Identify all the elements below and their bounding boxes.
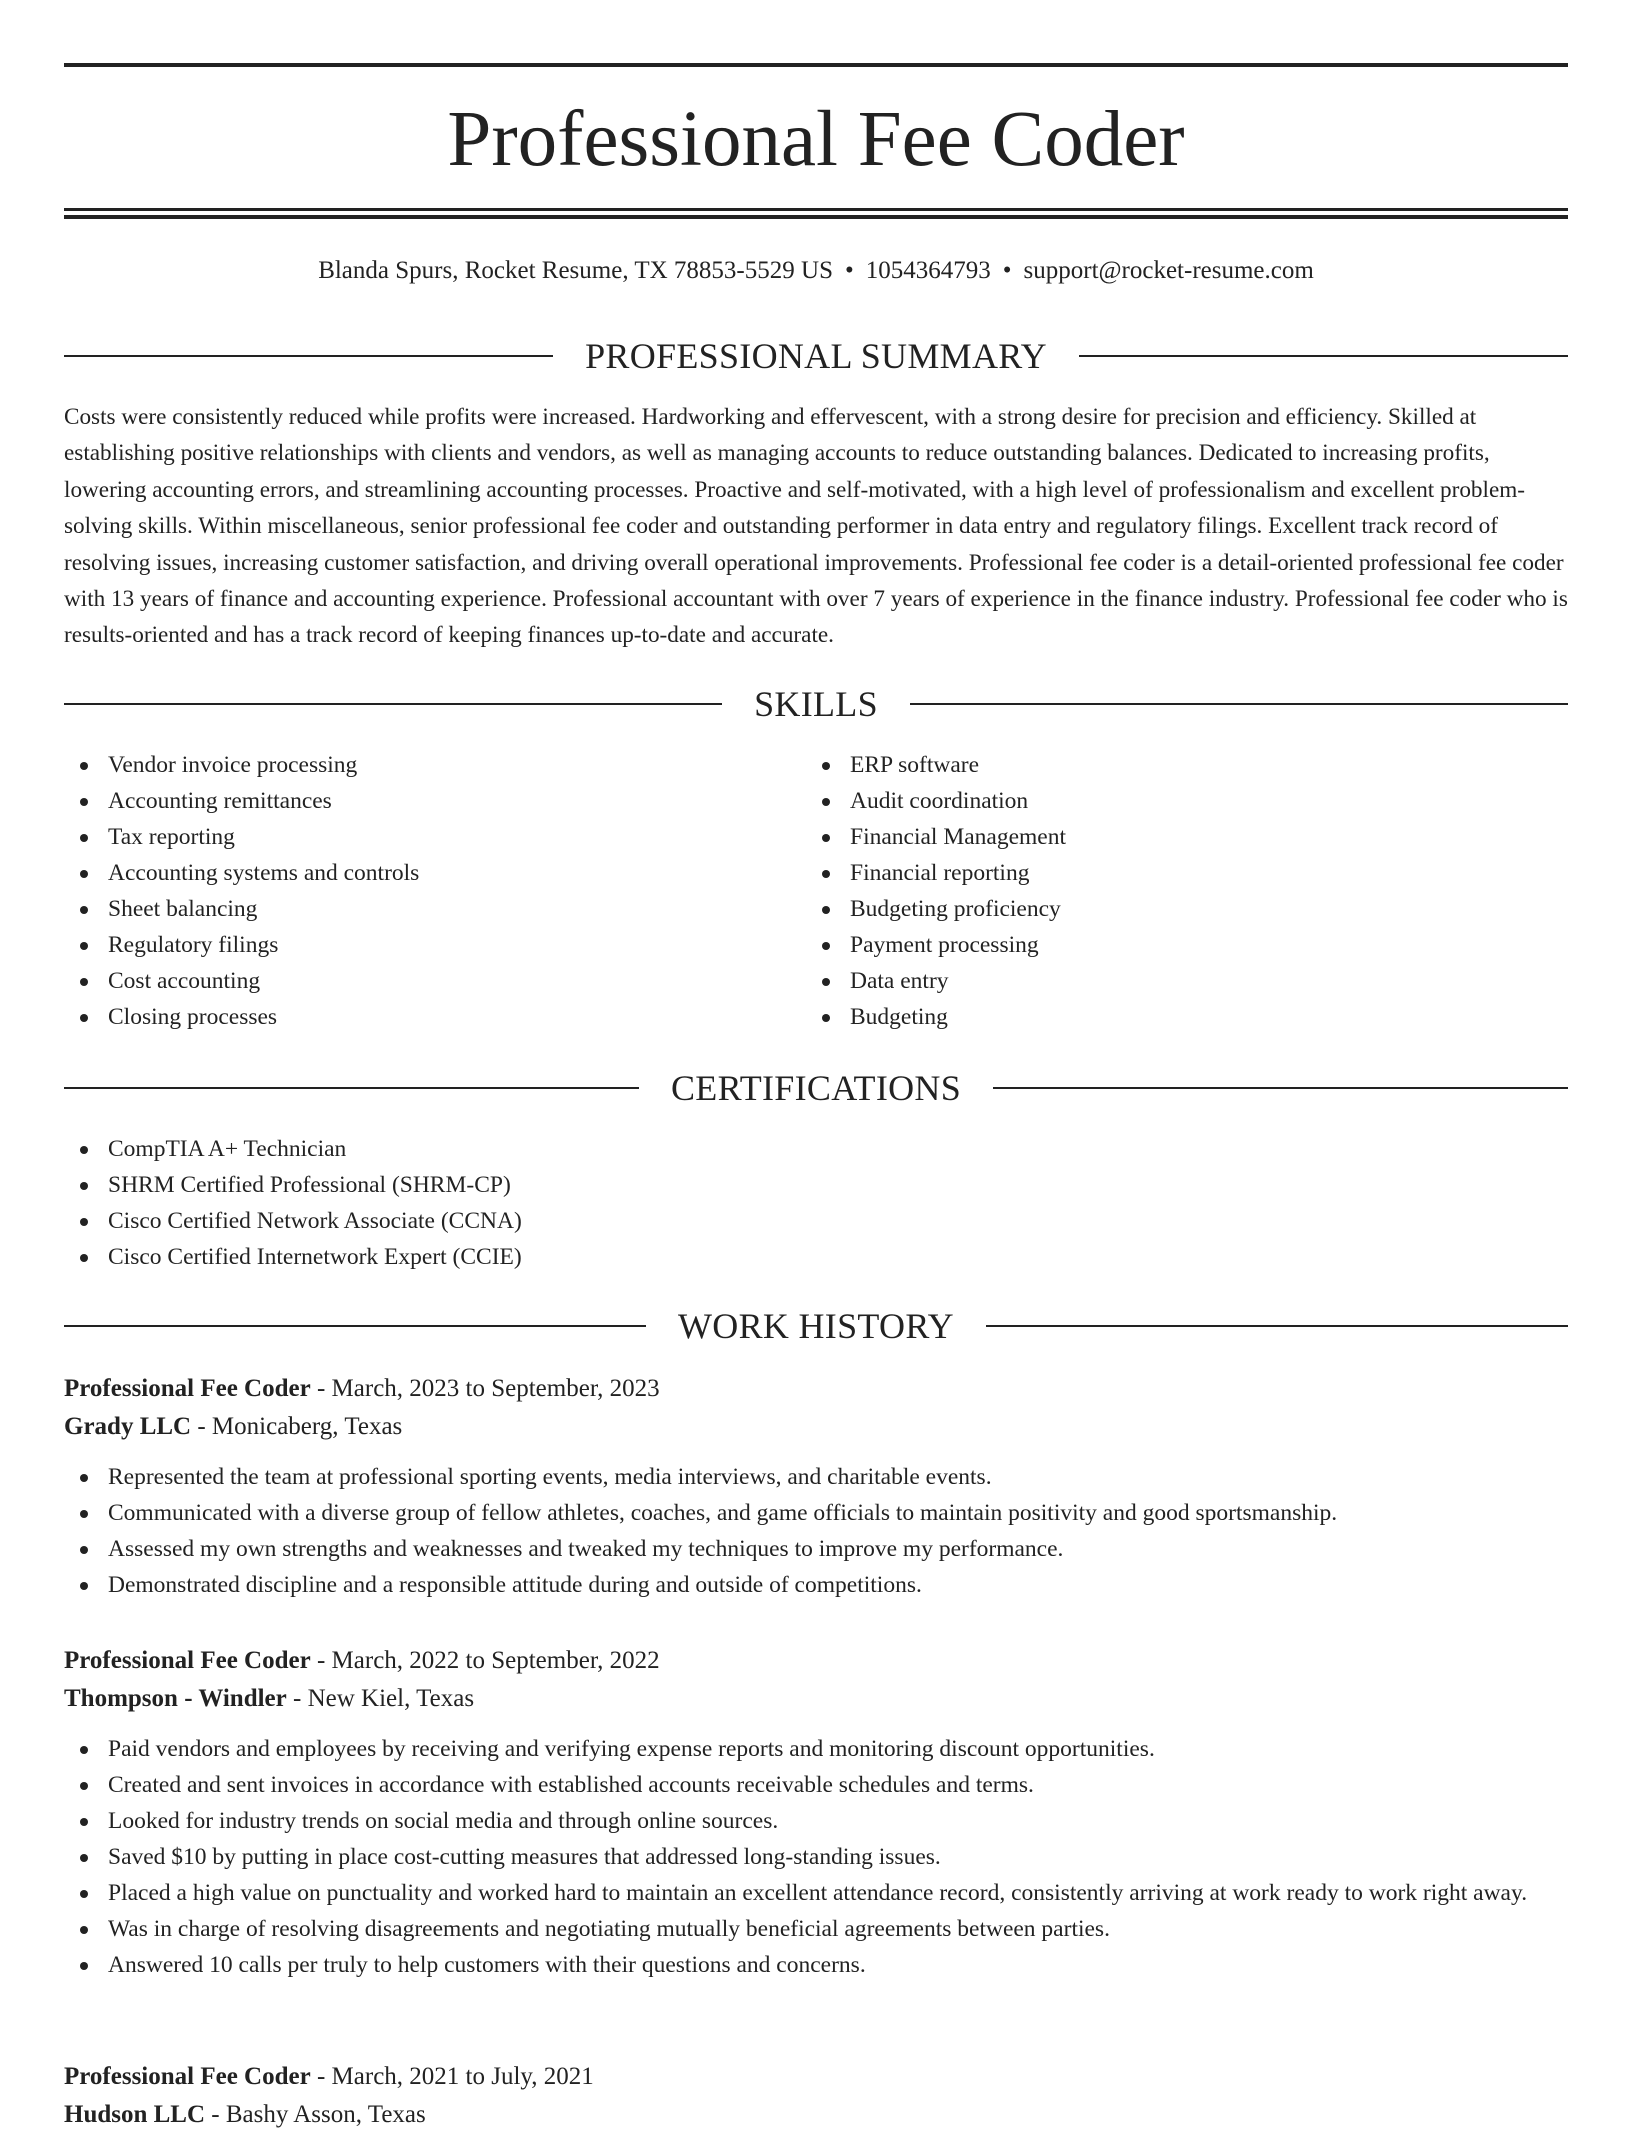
- job-company: Thompson - Windler: [64, 1685, 287, 1712]
- heading-rule: [1079, 355, 1568, 357]
- skill-item: ERP software: [806, 747, 1566, 783]
- section-title: PROFESSIONAL SUMMARY: [585, 336, 1047, 376]
- heading-rule: [993, 1087, 1568, 1089]
- section-title: CERTIFICATIONS: [670, 1068, 962, 1108]
- contact-line: [64, 255, 1568, 287]
- job-company-line: [64, 1680, 1568, 1718]
- job-bullet: Looked for industry trends on social media and through online sources.: [64, 1803, 1568, 1839]
- job-company-line: [64, 2096, 1568, 2134]
- job-bullet: Created and sent invoices in accordance with established accounts receivable schedules and terms.: [64, 1767, 1568, 1803]
- heading-rule: [64, 1325, 646, 1327]
- certification-item: CompTIA A+ Technician: [64, 1131, 1568, 1167]
- job-dates: - March, 2021 to July, 2021: [310, 2063, 594, 2090]
- job-bullet: Paid vendors and employees by receiving and verifying expense reports and monitoring discount opportunities.: [64, 1731, 1568, 1767]
- section-heading-summary: [64, 334, 1568, 378]
- heading-rule: [910, 703, 1568, 705]
- page-title: Professional Fee Coder: [447, 96, 1185, 183]
- certification-item: SHRM Certified Professional (SHRM-CP): [64, 1167, 1568, 1203]
- skill-item: Accounting systems and controls: [64, 855, 804, 891]
- job-dates: - March, 2023 to September, 2023: [310, 1375, 660, 1402]
- skill-item: Tax reporting: [64, 819, 804, 855]
- job-bullet: Was in charge of resolving disagreements and negotiating mutually beneficial agreements between parties.: [64, 1911, 1568, 1947]
- skill-item: Financial reporting: [806, 855, 1566, 891]
- skill-item: Budgeting proficiency: [806, 891, 1566, 927]
- skill-item: Payment processing: [806, 927, 1566, 963]
- job-title: Professional Fee Coder: [64, 1375, 311, 1402]
- section-title: SKILLS: [754, 684, 878, 724]
- job-dates: - March, 2022 to September, 2022: [310, 1647, 660, 1674]
- job-bullet: Assessed my own strengths and weaknesses and tweaked my techniques to improve my performance.: [64, 1531, 1568, 1567]
- job-bullet: Saved $10 by putting in place cost-cutting measures that addressed long-standing issues.: [64, 1839, 1568, 1875]
- skill-item: Sheet balancing: [64, 891, 804, 927]
- job-company-line: [64, 1408, 1568, 1446]
- skill-item: Accounting remittances: [64, 783, 804, 819]
- skill-item: Vendor invoice processing: [64, 747, 804, 783]
- job-company: Grady LLC: [64, 1413, 192, 1440]
- skill-item: Audit coordination: [806, 783, 1566, 819]
- top-rule: [64, 63, 1568, 67]
- job-company: Hudson LLC: [64, 2101, 206, 2128]
- skill-item: Data entry: [806, 963, 1566, 999]
- summary-text: Costs were consistently reduced while profits were increased. Hardworking and effervescent, with a strong desire for precision and efficiency. Skilled at establishing positive relationships with clients and vendors, as well as managing accounts to reduce outstanding balances. Dedicated to increasing profits, lowering accounting errors, and streamlining accounting processes. Proactive and self-motivated, with a high level of professionalism and excellent problem-solving skills. Within miscellaneous, senior professional fee coder and outstanding performer in data entry and regulatory filings. Excellent track record of resolving issues, increasing customer satisfaction, and driving overall operational improvements. Professional fee coder is a detail-oriented professional fee coder with 13 years of finance and accounting experience. Professional accountant with over 7 years of experience in the finance industry. Professional fee coder who is results-oriented and has a track record of keeping finances up-to-date and accurate.: [64, 404, 1568, 649]
- certifications-list: [64, 1131, 1568, 1275]
- job-bullet: Communicated with a diverse group of fellow athletes, coaches, and game officials to maintain positivity and good sportsmanship.: [64, 1495, 1568, 1531]
- job-bullet: Represented the team at professional sporting events, media interviews, and charitable events.: [64, 1459, 1568, 1495]
- job-location: - Monicaberg, Texas: [191, 1413, 403, 1440]
- section-heading-skills: [64, 682, 1568, 726]
- job-bullet: Placed a high value on punctuality and worked hard to maintain an excellent attendance record, consistently arriving at work ready to work right away.: [64, 1875, 1568, 1911]
- skill-item: Regulatory filings: [64, 927, 804, 963]
- job-title-line: [64, 1370, 1568, 1408]
- skills-column-right: [806, 747, 1566, 1035]
- certification-item: Cisco Certified Network Associate (CCNA): [64, 1203, 1568, 1239]
- job-location: - New Kiel, Texas: [286, 1685, 475, 1712]
- contact-separator: •: [844, 257, 854, 284]
- certification-item: Cisco Certified Internetwork Expert (CCIE): [64, 1239, 1568, 1275]
- section-title: WORK HISTORY: [678, 1306, 954, 1346]
- job-title: Professional Fee Coder: [64, 1647, 311, 1674]
- section-heading-work-history: [64, 1304, 1568, 1348]
- contact-address: Blanda Spurs, Rocket Resume, TX 78853-5529 US: [318, 257, 833, 284]
- title-double-rule: [64, 208, 1568, 219]
- skill-item: Financial Management: [806, 819, 1566, 855]
- skill-item: Cost accounting: [64, 963, 804, 999]
- heading-rule: [64, 703, 722, 705]
- job-entry: [64, 2058, 1568, 2134]
- job-title: Professional Fee Coder: [64, 2063, 311, 2090]
- skill-item: Closing processes: [64, 999, 804, 1035]
- contact-separator: •: [1002, 257, 1012, 284]
- contact-phone: 1054364793: [865, 257, 991, 284]
- job-entry: [64, 1642, 1568, 1983]
- section-heading-certifications: [64, 1066, 1568, 1110]
- job-title-line: [64, 1642, 1568, 1680]
- heading-rule: [64, 1087, 639, 1089]
- heading-rule: [64, 355, 553, 357]
- job-bullet: Demonstrated discipline and a responsible attitude during and outside of competitions.: [64, 1567, 1568, 1603]
- job-location: - Bashy Asson, Texas: [205, 2101, 426, 2128]
- job-bullet: Answered 10 calls per truly to help customers with their questions and concerns.: [64, 1947, 1568, 1983]
- heading-rule: [986, 1325, 1568, 1327]
- job-entry: [64, 1370, 1568, 1603]
- job-title-line: [64, 2058, 1568, 2096]
- skill-item: Budgeting: [806, 999, 1566, 1035]
- contact-email: support@rocket-resume.com: [1023, 257, 1314, 284]
- skills-column-left: [64, 747, 804, 1035]
